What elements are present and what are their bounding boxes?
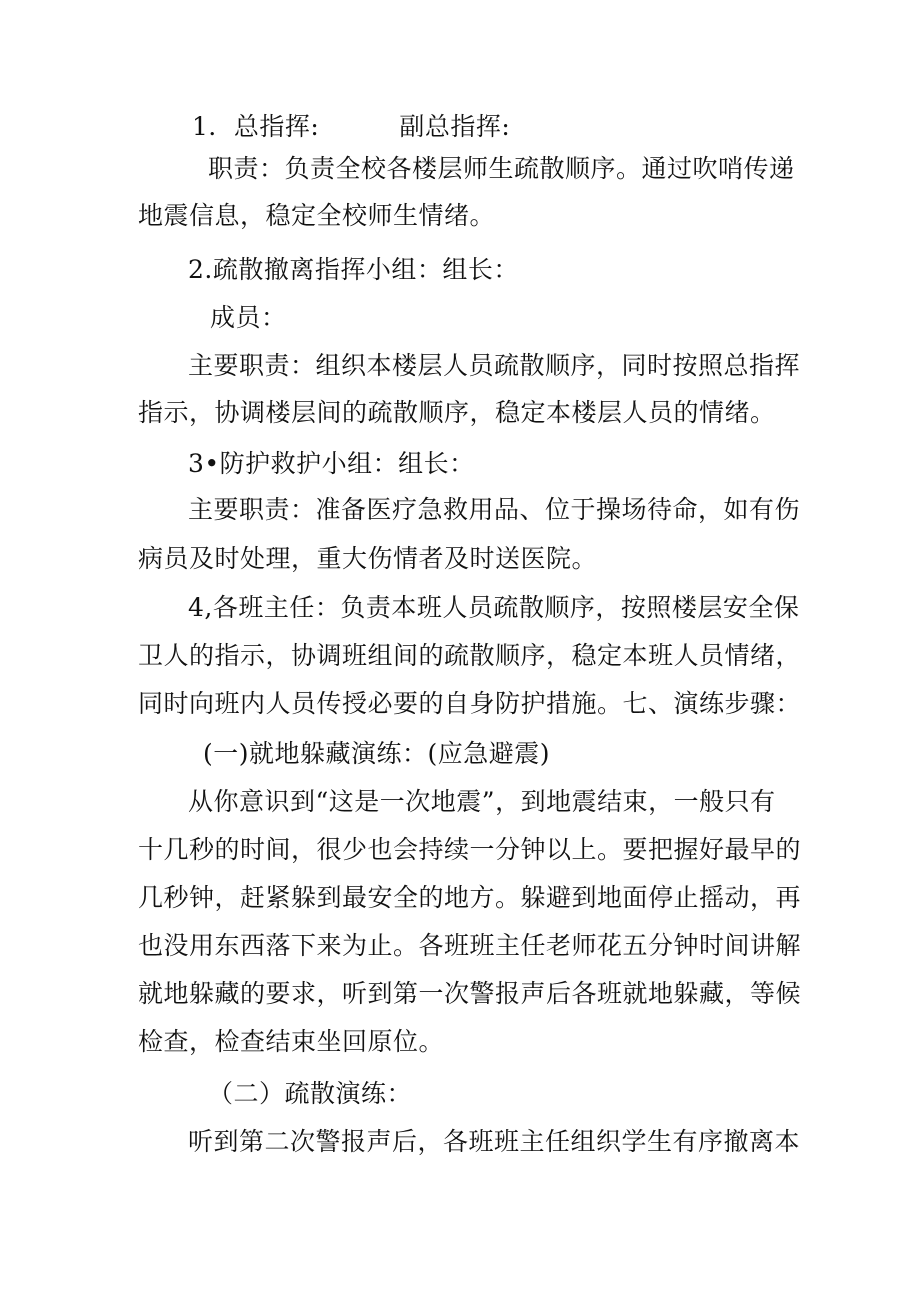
paragraph-line: 地震信息，稳定全校师生情绪。 [138, 201, 496, 230]
paragraph-line: 成员： [210, 303, 287, 332]
commander-line [192, 111, 510, 143]
paragraph-line: 检查，检查结束坐回原位。 [138, 1027, 445, 1056]
commander-label: 1．总指挥: [192, 112, 320, 141]
paragraph-line: 职责：负责全校各楼层师生疏散顺序。通过吹哨传递 [208, 154, 795, 183]
paragraph-line: 几秒钟，赶紧躲到最安全的地方。躲避到地面停止摇动，再 [138, 883, 802, 912]
section-heading: (一)就地躲藏演练：(应急避震) [203, 739, 551, 768]
paragraph-line: 病员及时处理，重大伤情者及时送医院。 [138, 544, 598, 573]
deputy-commander-label: 副总指挥: [399, 112, 511, 141]
paragraph-line: 从你意识到“这是一次地震”，到地震结束，一般只有 [188, 787, 776, 816]
section-heading: （二）疏散演练： [208, 1079, 413, 1108]
paragraph-line: 也没用东西落下来为止。各班班主任老师花五分钟时间讲解 [138, 931, 802, 960]
paragraph-line: 听到第二次警报声后，各班班主任组织学生有序撤离本 [188, 1127, 801, 1156]
paragraph-line: 卫人的指示，协调班组间的疏散顺序，稳定本班人员情绪， [138, 641, 802, 670]
paragraph-line: 主要职责：组织本楼层人员疏散顺序，同时按照总指挥 [188, 351, 801, 380]
paragraph-line: 就地躲藏的要求，听到第一次警报声后各班就地躲藏，等候 [138, 979, 802, 1008]
section-heading: 2.疏散撤离指挥小组：组长： [188, 255, 519, 284]
paragraph-line: 指示，协调楼层间的疏散顺序，稳定本楼层人员的情绪。 [138, 398, 776, 427]
paragraph-line: 十几秒的时间，很少也会持续一分钟以上。要把握好最早的 [138, 835, 802, 864]
paragraph-line: 主要职责：准备医疗急救用品、位于操场待命，如有伤 [188, 495, 801, 524]
paragraph-line: 4,各班主任：负责本班人员疏散顺序，按照楼层安全保 [188, 593, 800, 622]
paragraph-line: 同时向班内人员传授必要的自身防护措施。七、演练步骤： [138, 689, 802, 718]
section-heading: 3•防护救护小组：组长： [188, 449, 475, 478]
